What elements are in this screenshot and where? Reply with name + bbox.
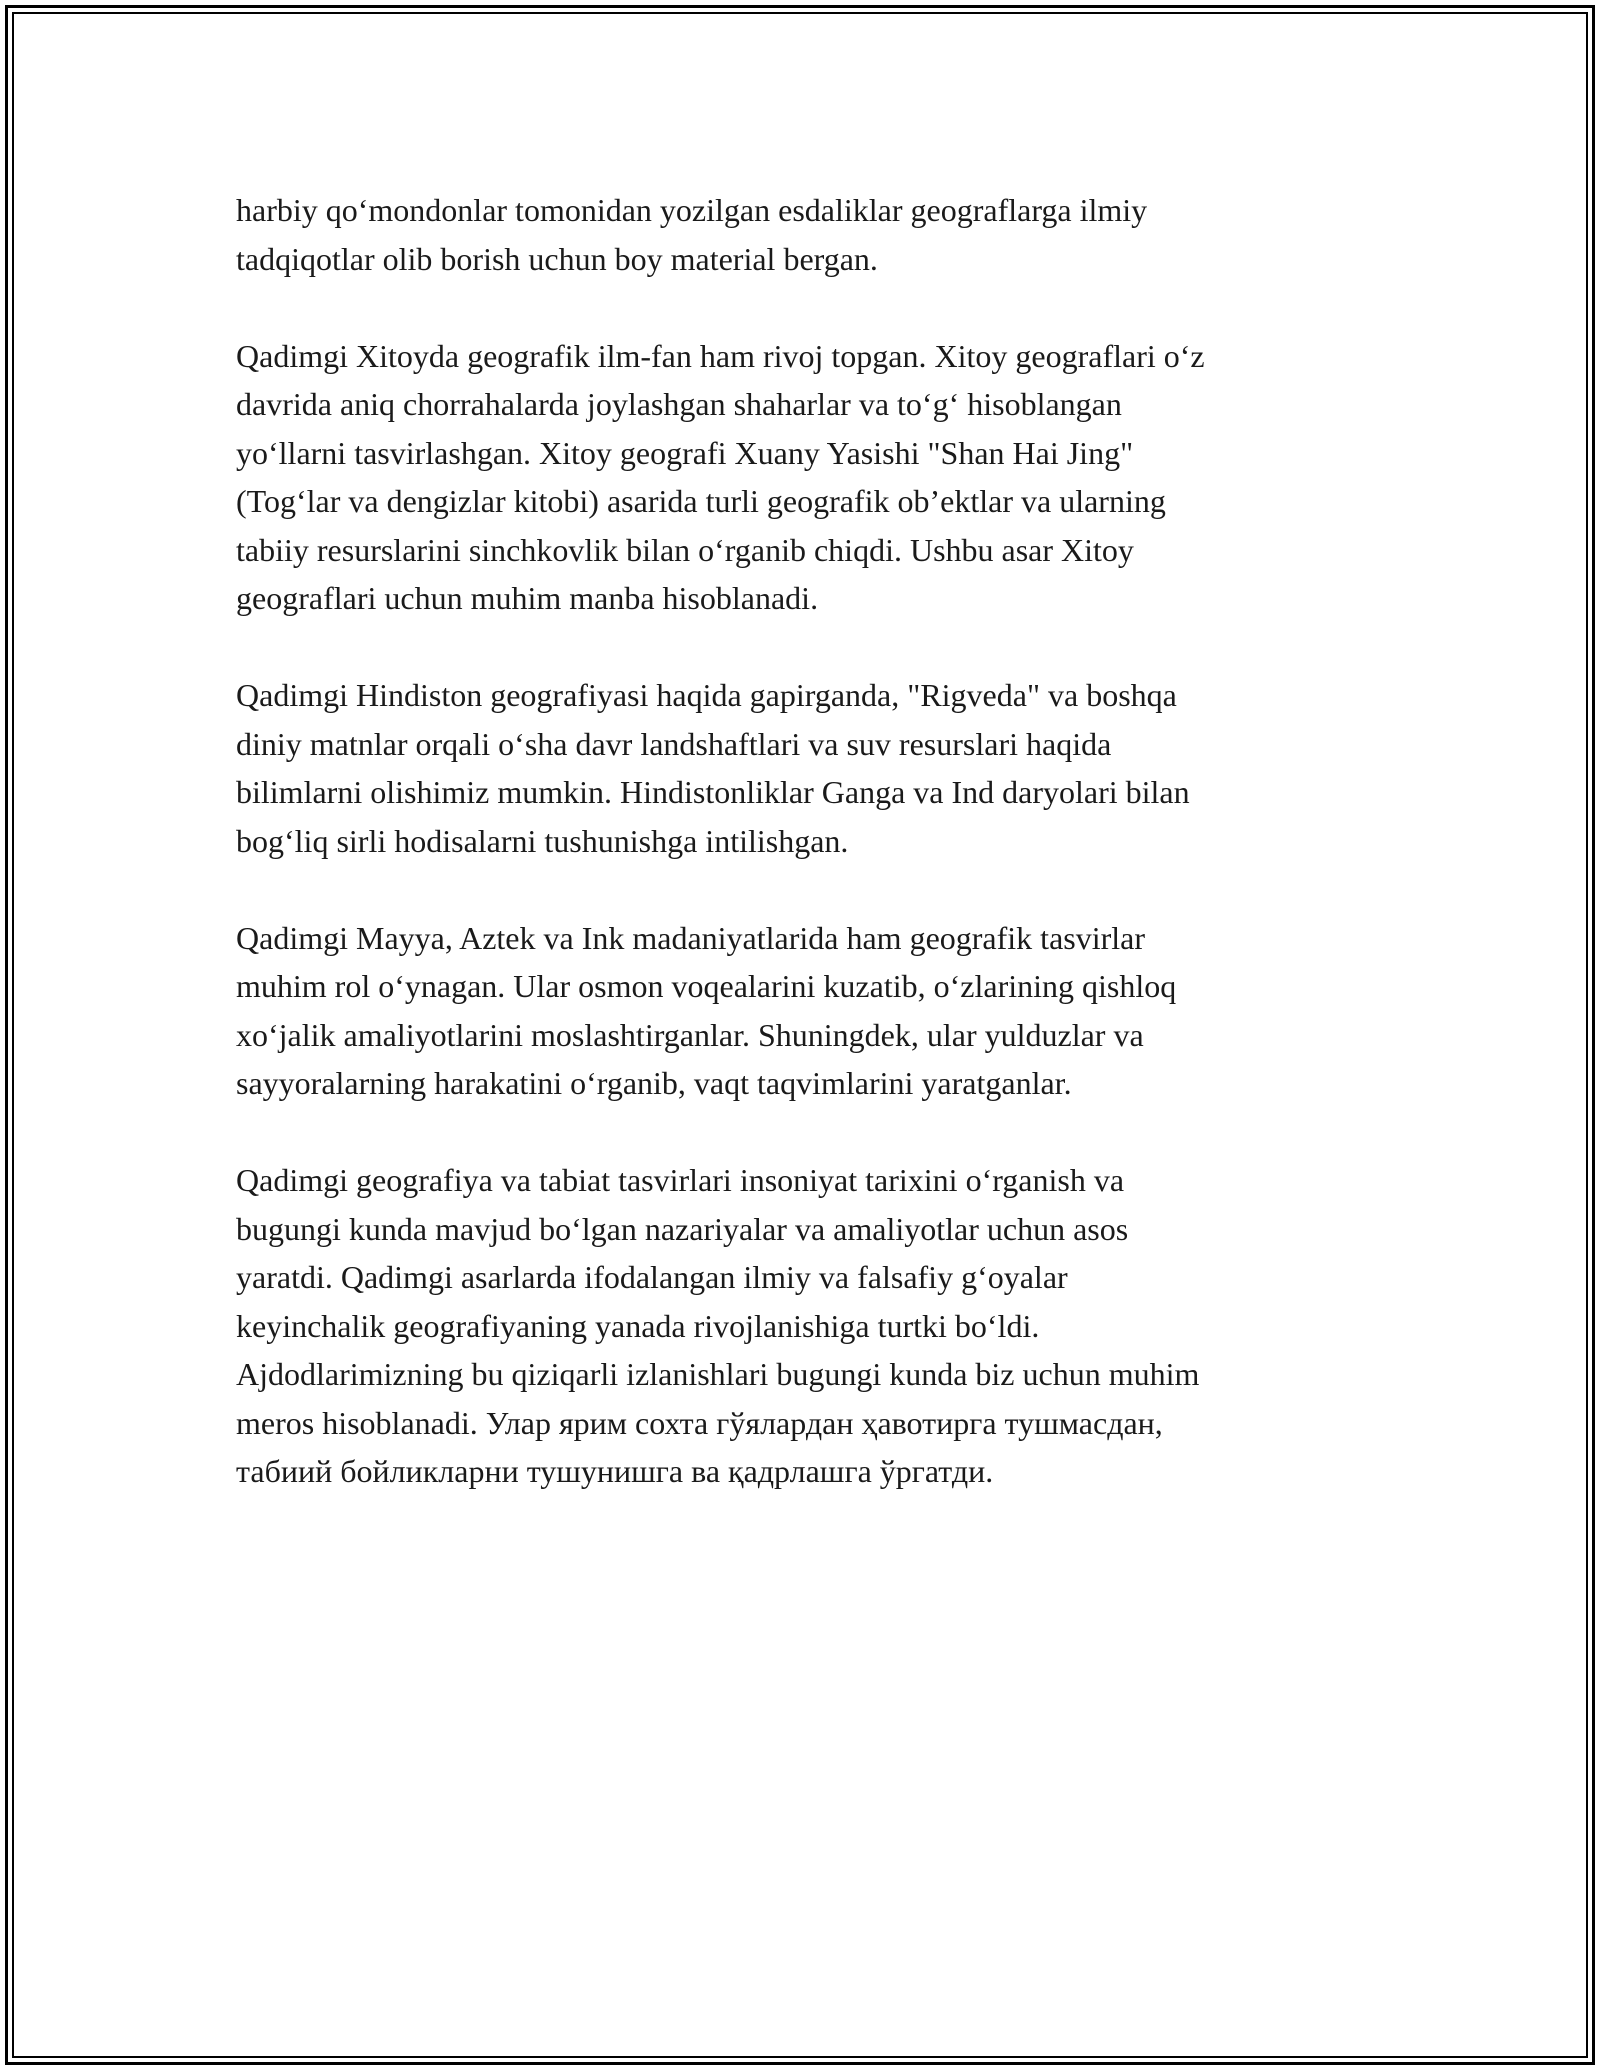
text-line: davrida aniq chorrahalarda joylashgan shaharlar va to‘g‘ hisoblangan xyxy=(236,386,1122,422)
text-line: meros hisoblanadi. Улар ярим сохта гўялардан ҳавотирга тушмасдан, xyxy=(236,1404,1163,1441)
paragraph xyxy=(236,332,1356,623)
text-line: sayyoralarning harakatini o‘rganib, vaqt taqvimlarini yaratganlar. xyxy=(236,1065,1072,1101)
text-line: Qadimgi Hindiston geografiyasi haqida gapirganda, "Rigveda" va boshqa xyxy=(236,677,1177,713)
text-line: tabiiy resurslarini sinchkovlik bilan o‘rganib chiqdi. Ushbu asar Xitoy xyxy=(236,531,1134,568)
text-line: табиий бойликларни тушунишга ва қадрлашга ўргатди. xyxy=(236,1453,994,1489)
paragraph xyxy=(236,186,1356,283)
paragraph xyxy=(236,1156,1356,1496)
text-line: Qadimgi Xitoyda geografik ilm-fan ham rivoj topgan. Xitoy geograflari o‘z xyxy=(236,337,1205,374)
text-line: Ajdodlarimizning bu qiziqarli izlanishlari bugungi kunda biz uchun muhim xyxy=(236,1356,1200,1392)
text-line: diniy matnlar orqali o‘sha davr landshaftlari va suv resurslari haqida xyxy=(236,725,1112,762)
text-line: muhim rol o‘ynagan. Ular osmon voqealarini kuzatib, o‘zlarining qishloq xyxy=(236,968,1177,1004)
text-line: bog‘liq sirli hodisalarni tushunishga intilishgan. xyxy=(236,822,849,859)
text-line: yaratdi. Qadimgi asarlarda ifodalangan ilmiy va falsafiy g‘oyalar xyxy=(236,1259,1068,1295)
text-line: (Tog‘lar va dengizlar kitobi) asarida turli geografik ob’ektlar va ularning xyxy=(236,483,1166,519)
text-line: geograflari uchun muhim manba hisoblanadi. xyxy=(236,580,819,616)
paragraph xyxy=(236,671,1356,865)
text-line: harbiy qo‘mondonlar tomonidan yozilgan esdaliklar geograflarga ilmiy xyxy=(236,192,1148,228)
paragraph xyxy=(236,914,1356,1108)
text-line: bilimlarni olishimiz mumkin. Hindistonliklar Ganga va Ind daryolari bilan xyxy=(236,774,1190,810)
document-body xyxy=(236,186,1356,1544)
text-line: yo‘llarni tasvirlashgan. Xitoy geografi Xuany Yasishi "Shan Hai Jing" xyxy=(236,434,1134,471)
text-line: xo‘jalik amaliyotlarini moslashtirganlar. Shuningdek, ular yulduzlar va xyxy=(236,1016,1144,1053)
text-line: bugungi kunda mavjud bo‘lgan nazariyalar va amaliyotlar uchun asos xyxy=(236,1210,1129,1247)
text-line: keyinchalik geografiyaning yanada rivojlanishiga turtki bo‘ldi. xyxy=(236,1307,1040,1344)
text-line: Qadimgi geografiya va tabiat tasvirlari insoniyat tarixini o‘rganish va xyxy=(236,1162,1125,1198)
text-line: tadqiqotlar olib borish uchun boy material bergan. xyxy=(236,240,878,277)
text-line: Qadimgi Mayya, Aztek va Ink madaniyatlarida ham geografik tasvirlar xyxy=(236,919,1146,956)
